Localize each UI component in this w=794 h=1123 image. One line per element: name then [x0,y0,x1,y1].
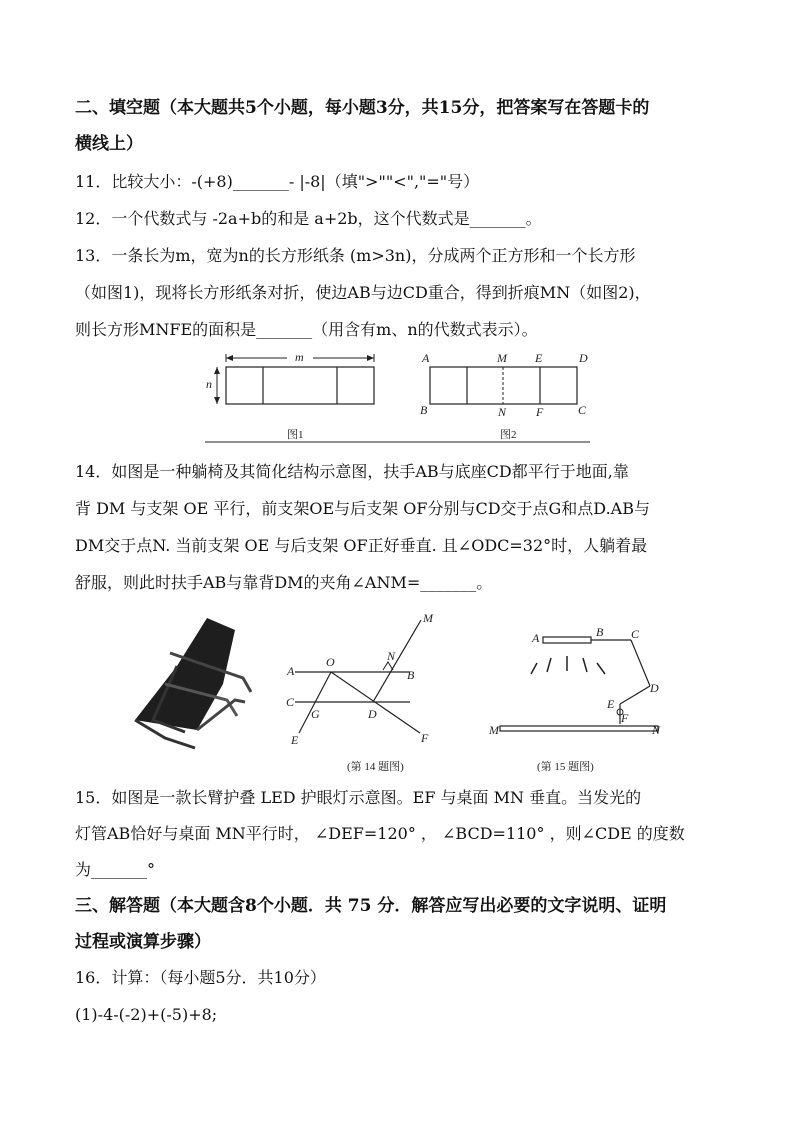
label-N: N [652,723,661,737]
label-N: N [498,405,507,419]
question-16-title: 16．计算：（每小题5分．共10分） [75,968,326,987]
question-12: 12．一个代数式与 -2a+b的和是 a+2b，这个代数式是_______。 [75,209,542,228]
question-14-line4: 舒服，则此时扶手AB与靠背DM的夹角∠ANM=_______。 [75,573,493,592]
led-lamp-diagram [488,625,661,737]
label-M: M [497,351,507,365]
section3-heading-line1: 三、解答题（本大题含8个小题．共 75 分．解答应写出必要的文字说明、证明 [75,896,667,916]
question-13-line3: 则长方形MNFE的面积是_______（用含有m、n的代数式表示）。 [75,320,538,339]
label-B: B [407,668,415,682]
label-C: C [286,695,295,709]
label-F: F [536,405,544,419]
chair-structure-diagram [286,611,434,747]
question-11: 11．比较大小：-(+8)_______- |-8|（填">""<","="号） [75,172,480,191]
label-O: O [326,655,335,669]
question-13-line1: 13．一条长为m，宽为n的长方形纸条 (m>3n)，分成两个正方形和一个长方形 [75,246,636,265]
label-N: N [387,649,396,663]
section2-heading-line2: 横线上） [75,134,143,154]
label-n: n [206,377,212,391]
label-E: E [291,733,299,747]
label-A: A [422,351,430,365]
caption-figure-1: 图1 [287,429,304,441]
figure-q14-q15 [125,608,700,778]
label-E: E [607,697,615,711]
label-F: F [621,711,629,725]
label-C: C [631,627,640,641]
label-M: M [423,611,433,625]
strip-rect-1 [226,367,374,404]
recliner-chair-image [135,618,251,748]
caption-figure-2: 图2 [500,429,517,441]
question-13-line2: （如图1)，现将长方形纸条对折，使边AB与边CD重合，得到折痕MN（如图2)， [75,283,651,302]
question-14-line1: 14．如图是一种躺椅及其简化结构示意图，扶手AB与底座CD都平行于地面,靠 [75,462,629,481]
label-G: G [311,707,320,721]
caption-figure-14: (第 14 题图) [347,761,404,773]
question-14-line3: DM交于点N. 当前支架 OE 与后支架 OF正好垂直. 且∠ODC=32°时，人躺着最 [75,536,648,555]
figure-q13 [195,342,605,447]
label-A: A [532,631,540,645]
label-B: B [596,625,604,639]
label-D: D [650,681,659,695]
question-15-line1: 15．如图是一款长臂护叠 LED 护眼灯示意图。EF 与桌面 MN 垂直。当发光的 [75,788,642,807]
label-C: C [578,403,587,417]
question-14-line2: 背 DM 与支架 OE 平行，前支架OE与后支架 OF分别与CD交于点G和点D.AB与 [75,499,650,518]
label-m: m [295,350,304,364]
label-B: B [420,403,428,417]
question-16-part1: (1)-4-(-2)+(-5)+8; [75,1005,218,1024]
label-E: E [535,351,543,365]
label-M: M [489,723,499,737]
caption-figure-15: (第 15 题图) [537,761,594,773]
label-F: F [421,731,429,745]
question-15-line3: 为_______° [75,860,156,879]
section2-heading-line1: 二、填空题（本大题共5个小题，每小题3分，共15分，把答案写在答题卡的 [75,98,650,118]
label-D: D [579,351,588,365]
section3-heading-line2: 过程或演算步骤） [75,932,211,952]
label-D: D [368,707,377,721]
question-15-line2: 灯管AB恰好与桌面 MN平行时， ∠DEF=120° ， ∠BCD=110° ，则∠CDE 的度数 [75,824,685,843]
label-A: A [287,664,295,678]
